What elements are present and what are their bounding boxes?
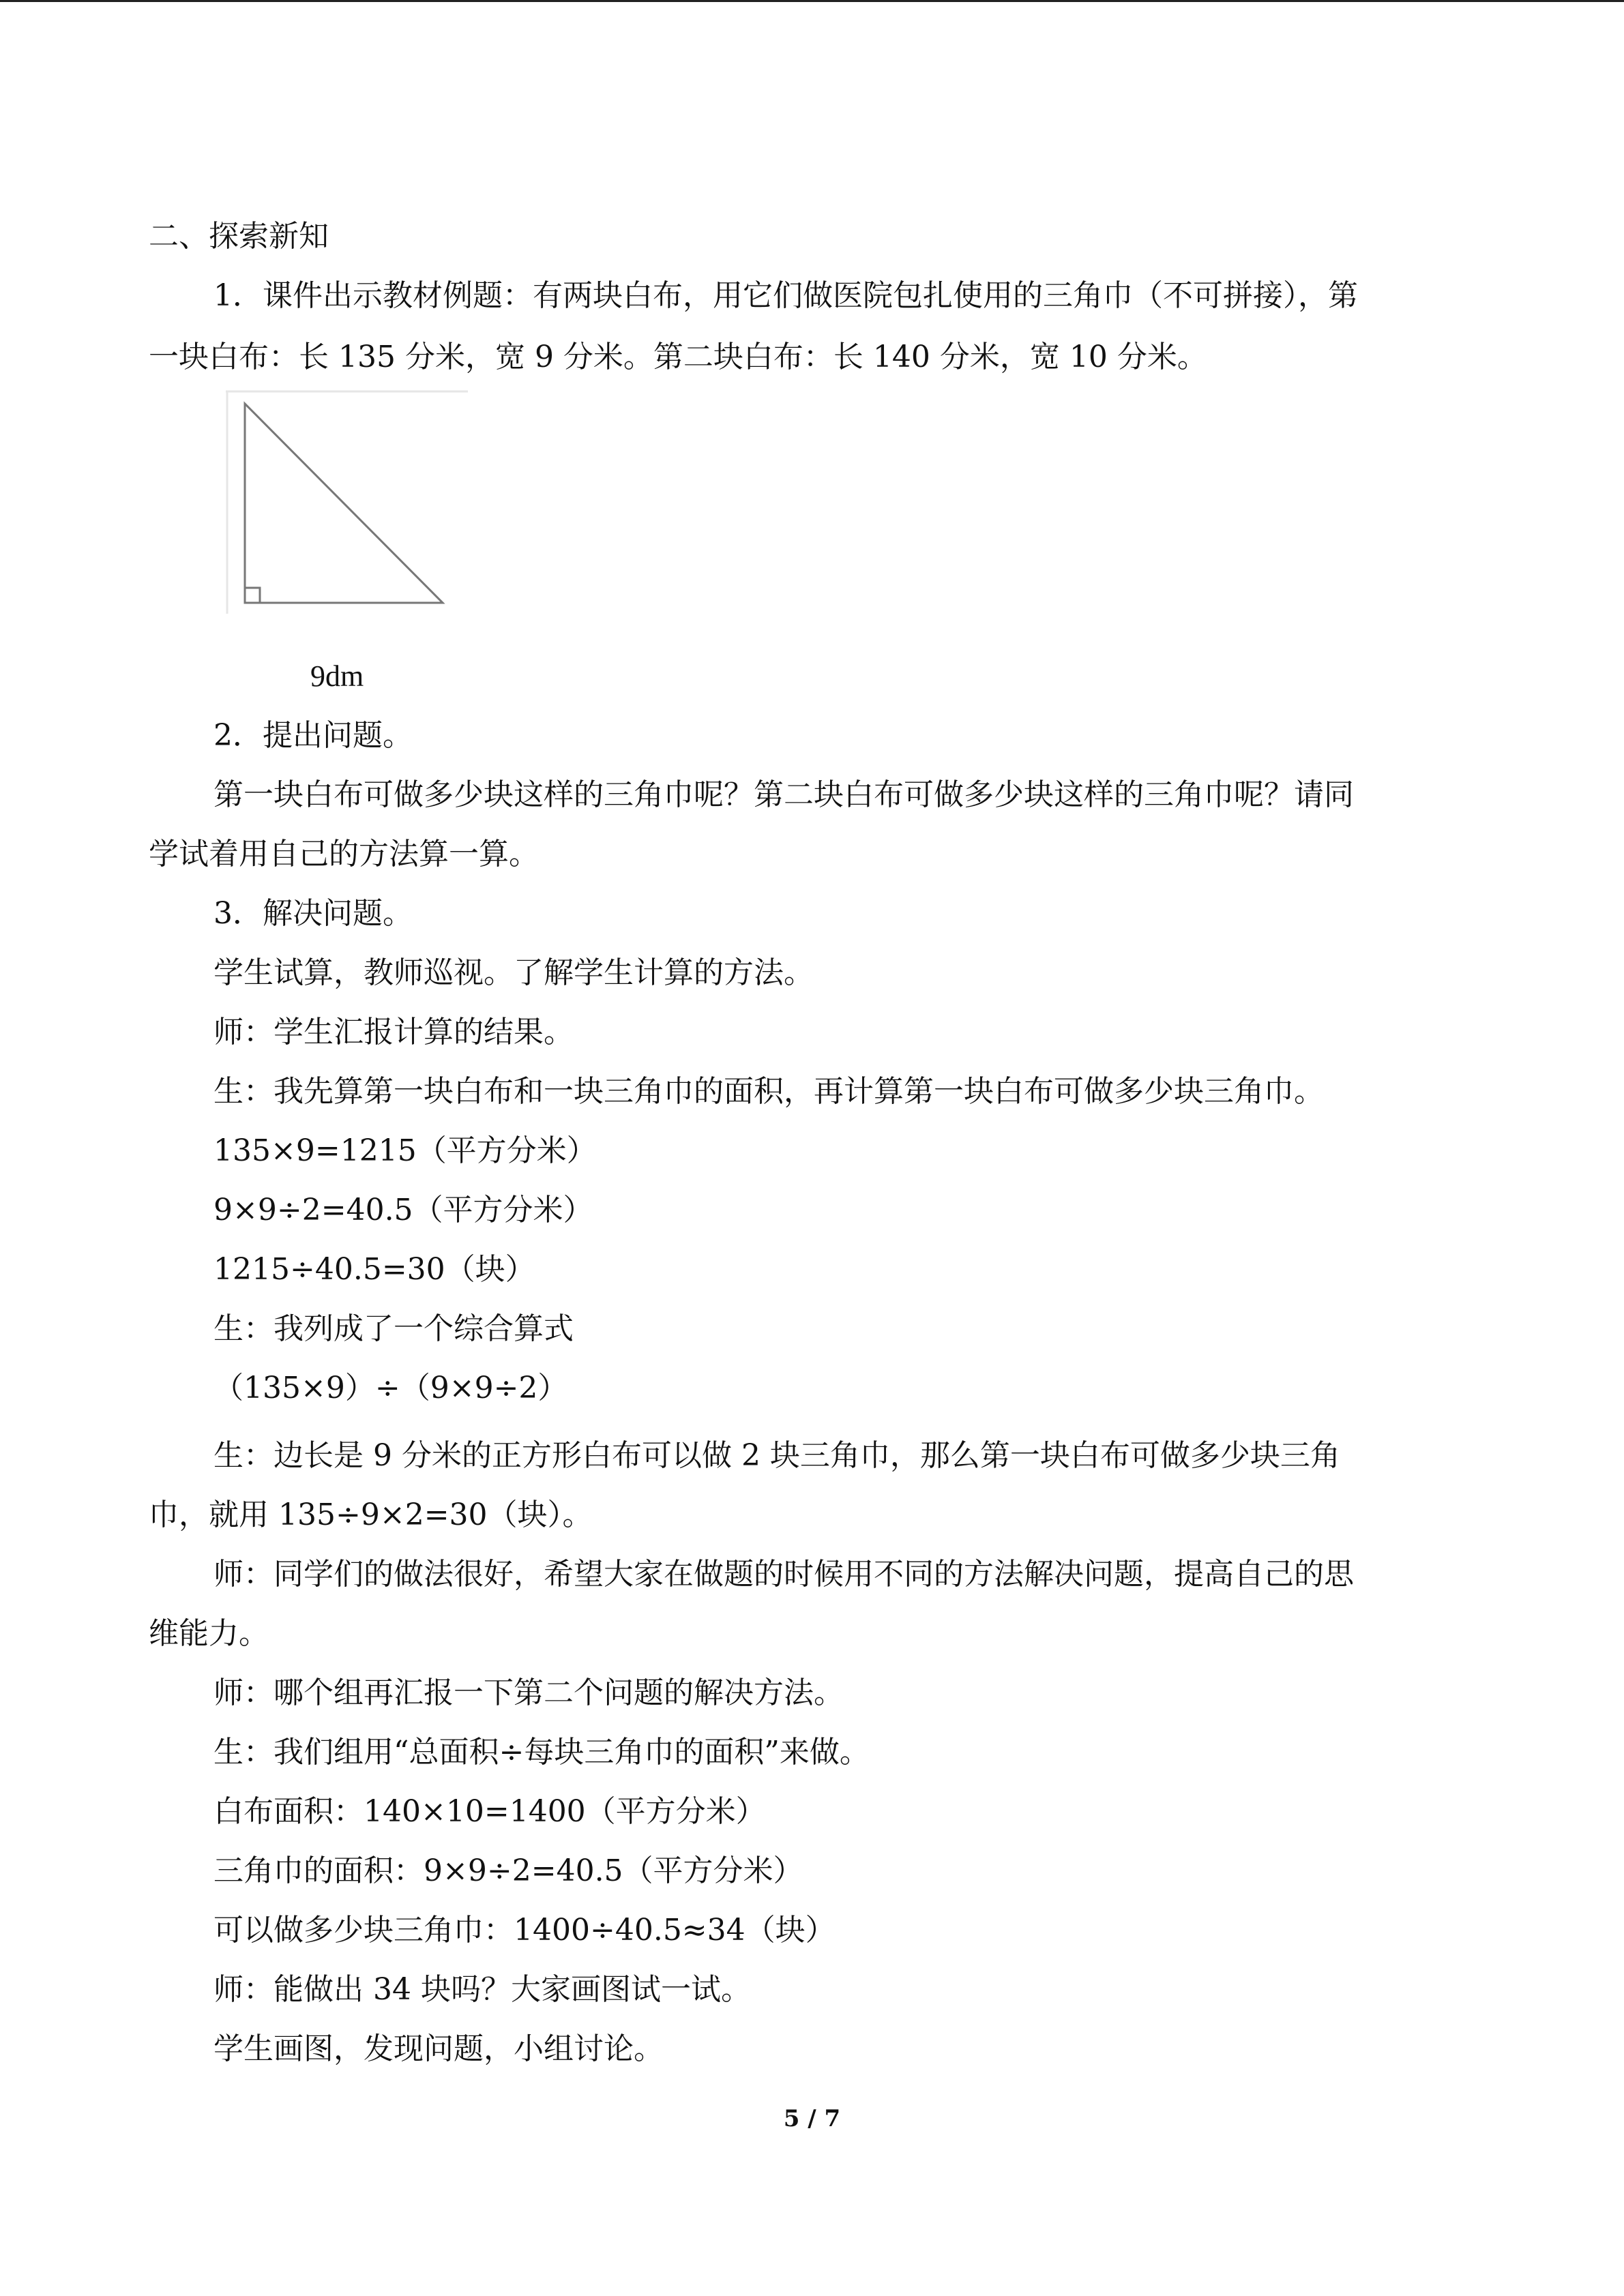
text-line: 学试着用自己的方法算一算。 xyxy=(149,837,539,871)
formula-line: 三角巾的面积：9×9÷2=40.5（平方分米） xyxy=(213,1853,803,1888)
formula-line: 可以做多少块三角巾：1400÷40.5≈34（块） xyxy=(213,1913,836,1948)
page-number: 5 / 7 xyxy=(783,2105,841,2132)
figure-dimension-label: 9dm xyxy=(310,659,364,693)
text-line: 学生画图，发现问题，小组讨论。 xyxy=(213,2031,664,2066)
formula-line: 1215÷40.5=30（块） xyxy=(213,1252,535,1287)
text-line: 学生试算，教师巡视。了解学生计算的方法。 xyxy=(213,955,814,990)
text-line: 第一块白布可做多少块这样的三角巾呢？第二块白布可做多少块这样的三角巾呢？请同 xyxy=(213,777,1354,812)
text-line: 生：我列成了一个综合算式 xyxy=(213,1311,574,1346)
section-title: 二、探索新知 xyxy=(149,219,329,254)
formula-line: 白布面积：140×10=1400（平方分米） xyxy=(213,1794,766,1829)
text-line: 师：同学们的做法很好，希望大家在做题的时候用不同的方法解决问题，提高自己的思 xyxy=(213,1557,1354,1592)
text-line: 2．提出问题。 xyxy=(213,718,413,753)
text-line: 3．解决问题。 xyxy=(213,896,413,931)
triangle-shape xyxy=(245,404,443,603)
text-line: 生：我先算第一块白布和一块三角巾的面积，再计算第一块白布可做多少块三角巾。 xyxy=(213,1074,1324,1109)
formula-line: 135×9=1215（平方分米） xyxy=(213,1133,597,1168)
text-line: 维能力。 xyxy=(149,1616,269,1651)
top-border-rule xyxy=(0,0,1624,2)
text-line: 师：哪个组再汇报一下第二个问题的解决方法。 xyxy=(213,1675,844,1710)
right-triangle-figure xyxy=(226,390,468,615)
text-line: 一块白布：长 135 分米，宽 9 分米。第二块白布：长 140 分米，宽 10 分米。 xyxy=(149,340,1207,374)
text-line: 巾，就用 135÷9×2=30（块）。 xyxy=(149,1497,593,1532)
formula-line: 9×9÷2=40.5（平方分米） xyxy=(213,1193,593,1227)
text-line: 生：我们组用“总面积÷每块三角巾的面积”来做。 xyxy=(213,1735,870,1770)
text-line: 师：能做出 34 块吗？大家画图试一试。 xyxy=(213,1972,751,2007)
formula-line: （135×9）÷（9×9÷2） xyxy=(213,1371,568,1405)
text-line: 1．课件出示教材例题：有两块白布，用它们做医院包扎使用的三角巾（不可拼接），第 xyxy=(213,278,1358,313)
text-line: 生：边长是 9 分米的正方形白布可以做 2 块三角巾，那么第一块白布可做多少块三角 xyxy=(213,1438,1340,1473)
right-angle-marker xyxy=(245,588,260,603)
text-line: 师：学生汇报计算的结果。 xyxy=(213,1015,574,1049)
